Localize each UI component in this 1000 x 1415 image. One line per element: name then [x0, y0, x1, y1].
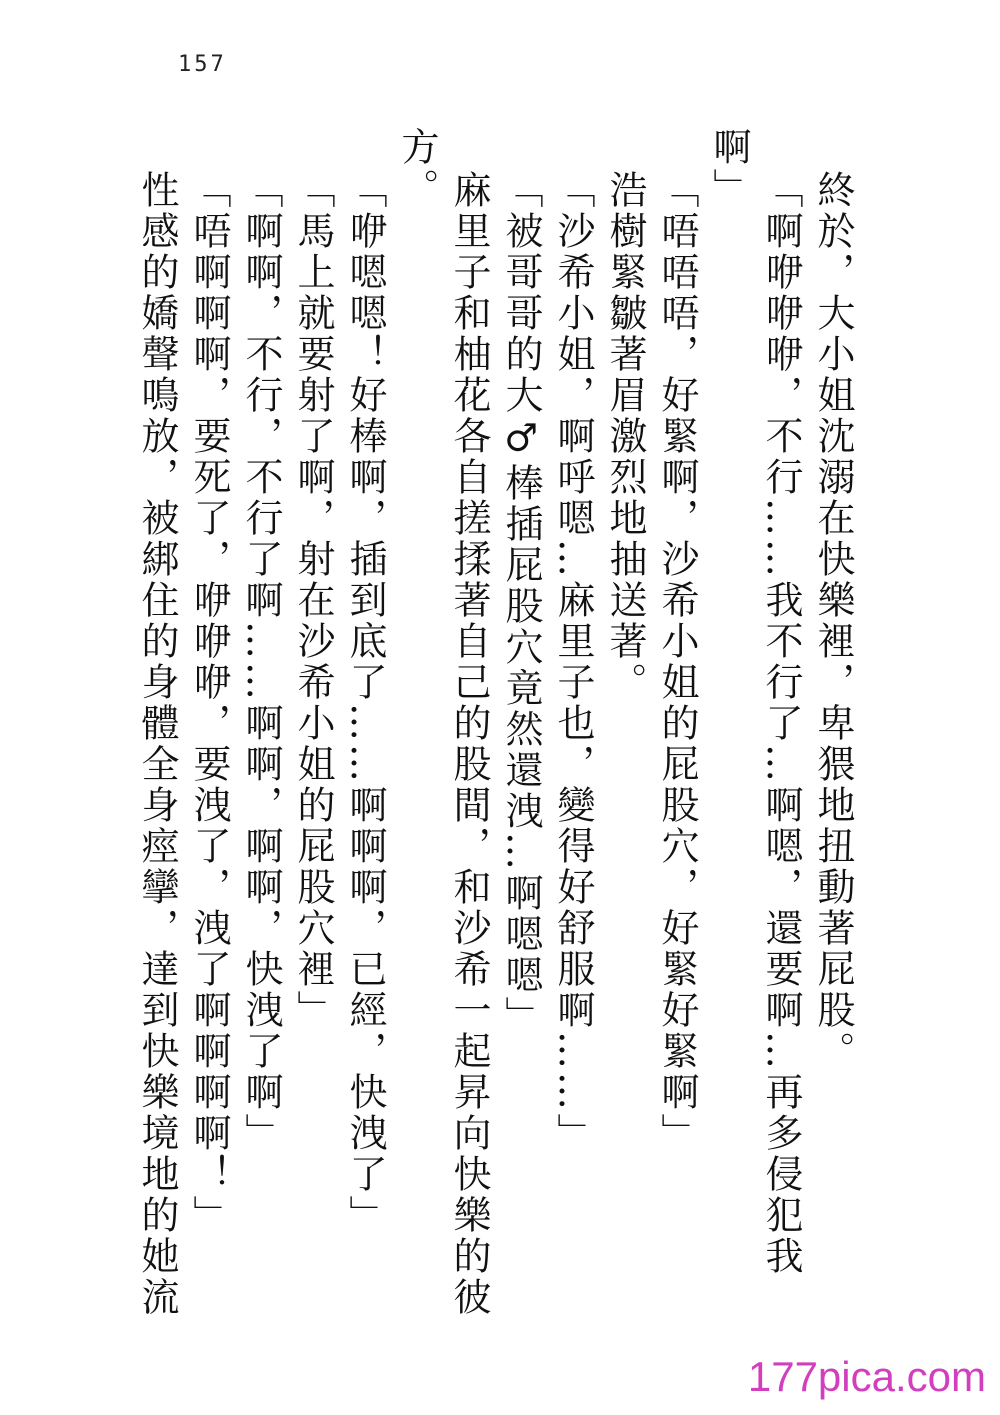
text-column: 浩樹緊皺著眉激烈地抽送著。	[603, 170, 647, 703]
text-column: 終於，大小姐沈溺在快樂裡，卑猥地扭動著屁股。	[811, 170, 855, 1072]
text-column: 「馬上就要射了啊，射在沙希小姐的屁股穴裡」	[291, 170, 335, 1031]
text-column: 「唔啊啊啊，要死了，咿咿咿，要洩了，洩了啊啊啊啊！」	[187, 170, 231, 1236]
text-column: 「啊啊，不行，不行了啊……啊啊，啊啊，快洩了啊」	[239, 170, 283, 1154]
text-column: 性感的嬌聲鳴放，被綁住的身體全身痙攣，達到快樂境地的她流	[135, 170, 179, 1318]
text-column: 「啊咿咿咿，不行……我不行了…啊嗯，還要啊…再多侵犯我	[759, 170, 803, 1277]
text-column: 「沙希小姐，啊呼嗯…麻里子也，變得好舒服啊……」	[551, 170, 595, 1154]
watermark: 177pica.com	[747, 1353, 986, 1400]
text-column: 啊」	[707, 127, 751, 209]
page-number: 157	[178, 52, 227, 77]
text-column: 方。	[395, 127, 439, 209]
text-column: 麻里子和柚花各自搓揉著自己的股間，和沙希一起昇向快樂的彼	[447, 170, 491, 1318]
text-column: 「唔唔唔，好緊啊，沙希小姐的屁股穴，好緊好緊啊」	[655, 170, 699, 1154]
text-column: 「咿嗯嗯！好棒啊，插到底了……啊啊啊，已經，快洩了」	[343, 170, 387, 1236]
text-column: 「被哥哥的大♂棒插屁股穴竟然還洩…啊嗯嗯」	[499, 170, 543, 1037]
